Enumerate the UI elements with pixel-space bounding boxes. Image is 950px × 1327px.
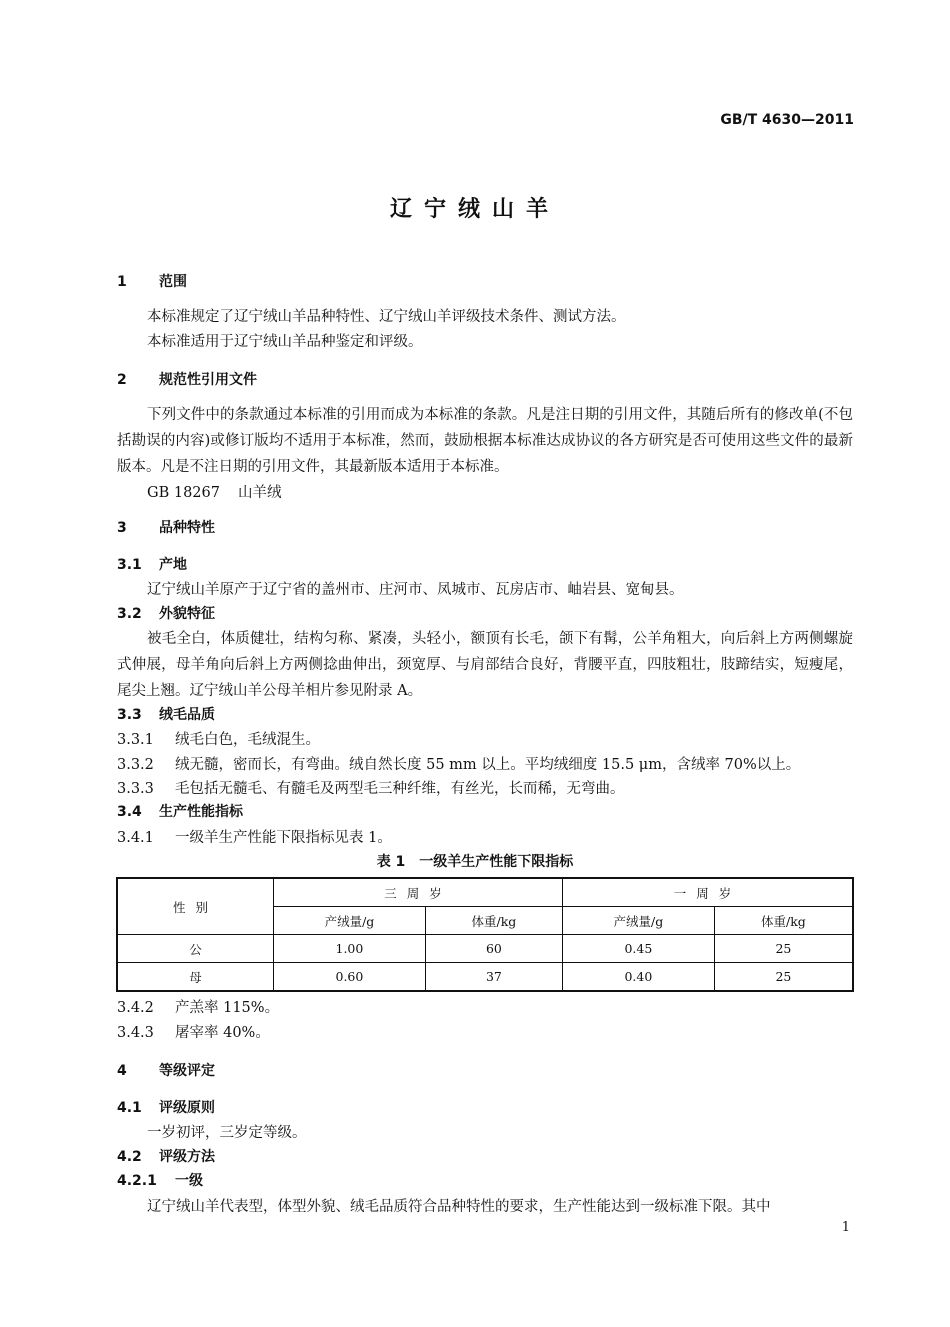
clause-number: 3.3.2 bbox=[117, 757, 154, 773]
clause-3-4-1 bbox=[117, 826, 392, 847]
reference-code: GB 18267 bbox=[147, 485, 220, 501]
clause-title: 一级 bbox=[175, 1173, 203, 1189]
clause-3-4-3 bbox=[117, 1021, 270, 1042]
clause-text: 绒毛白色，毛绒混生。 bbox=[175, 732, 320, 748]
subsection-number: 3.4 bbox=[117, 804, 142, 820]
table-cell: 37 bbox=[425, 963, 562, 992]
subsection-number: 4.2 bbox=[117, 1149, 142, 1165]
table-cell-sex: 公 bbox=[117, 935, 274, 963]
clause-text: 产羔率 115%。 bbox=[175, 1000, 280, 1016]
clause-text: 屠宰率 40%。 bbox=[175, 1025, 270, 1041]
table-subheader: 产绒量/g bbox=[562, 907, 714, 935]
section-3-heading bbox=[117, 517, 215, 537]
section-number: 2 bbox=[117, 372, 127, 388]
page-number: 1 bbox=[841, 1220, 850, 1235]
table-cell-sex: 母 bbox=[117, 963, 274, 992]
subsection-number: 3.3 bbox=[117, 707, 142, 723]
subsection-title: 生产性能指标 bbox=[159, 804, 243, 820]
grading-principle-text: 一岁初评，三岁定等级。 bbox=[147, 1125, 307, 1141]
table-header-one-year: 一周岁 bbox=[562, 878, 853, 907]
subsection-number: 4.1 bbox=[117, 1100, 142, 1116]
subsection-4-1-heading bbox=[117, 1097, 215, 1117]
section-4-heading bbox=[117, 1060, 215, 1080]
section-number: 1 bbox=[117, 274, 127, 290]
reference-title: 山羊绒 bbox=[237, 485, 282, 501]
clause-3-3-3 bbox=[117, 777, 625, 798]
table-cell: 0.45 bbox=[562, 935, 714, 963]
section-title: 等级评定 bbox=[159, 1063, 215, 1079]
table-row bbox=[117, 963, 853, 992]
scope-line-1: 本标准规定了辽宁绒山羊品种特性、辽宁绒山羊评级技术条件、测试方法。 bbox=[147, 309, 626, 325]
section-number: 3 bbox=[117, 520, 127, 536]
subsection-title: 绒毛品质 bbox=[159, 707, 215, 723]
table-cell: 25 bbox=[714, 963, 853, 992]
table-subheader: 体重/kg bbox=[425, 907, 562, 935]
subsection-title: 评级原则 bbox=[159, 1100, 215, 1116]
clause-text: 毛包括无髓毛、有髓毛及两型毛三种纤维，有丝光，长而稀，无弯曲。 bbox=[175, 781, 625, 797]
scope-line-2: 本标准适用于辽宁绒山羊品种鉴定和评级。 bbox=[147, 334, 423, 350]
clause-number: 3.3.3 bbox=[117, 781, 154, 797]
subsection-number: 3.1 bbox=[117, 557, 142, 573]
clause-number: 3.4.1 bbox=[117, 830, 154, 846]
table-cell: 0.40 bbox=[562, 963, 714, 992]
subsection-3-3-heading bbox=[117, 704, 215, 724]
clause-3-3-1 bbox=[117, 728, 320, 749]
table-cell: 1.00 bbox=[274, 935, 426, 963]
clause-number: 3.4.2 bbox=[117, 1000, 154, 1016]
table-header-three-years: 三周岁 bbox=[274, 878, 563, 907]
table-caption: 表 1 一级羊生产性能下限指标 bbox=[376, 854, 574, 870]
subsection-title: 评级方法 bbox=[159, 1149, 215, 1165]
table-cell: 25 bbox=[714, 935, 853, 963]
clause-text: 绒无髓，密而长，有弯曲。绒自然长度 55 mm 以上。平均绒细度 15.5 μm，含绒率 70%以上。 bbox=[175, 757, 801, 773]
production-index-table bbox=[116, 877, 854, 992]
subsection-3-4-heading bbox=[117, 801, 243, 821]
section-2-heading bbox=[117, 369, 257, 389]
table-cell: 60 bbox=[425, 935, 562, 963]
section-title: 规范性引用文件 bbox=[159, 372, 257, 388]
origin-text: 辽宁绒山羊原产于辽宁省的盖州市、庄河市、凤城市、瓦房店市、岫岩县、宽甸县。 bbox=[147, 582, 684, 598]
table-cell: 0.60 bbox=[274, 963, 426, 992]
table-subheader: 体重/kg bbox=[714, 907, 853, 935]
clause-number: 4.2.1 bbox=[117, 1173, 157, 1189]
grade-one-text: 辽宁绒山羊代表型，体型外貌、绒毛品质符合品种特性的要求，生产性能达到一级标准下限。其中 bbox=[147, 1199, 771, 1215]
section-1-heading bbox=[117, 271, 187, 291]
clause-3-4-2 bbox=[117, 996, 279, 1017]
clause-number: 3.4.3 bbox=[117, 1025, 154, 1041]
appearance-paragraph: 被毛全白，体质健壮，结构匀称、紧凑，头轻小，额顶有长毛，颌下有髯，公羊角粗大，向后斜上方两侧螺旋式伸展，母羊角向后斜上方两侧捻曲伸出，颈宽厚、与肩部结合良好，背腰平直，四肢粗壮，肢蹄结实，短瘦尾，尾尖上翘。辽宁绒山羊公母羊相片参见附录 A。 bbox=[117, 631, 853, 699]
clause-3-3-2 bbox=[117, 753, 800, 774]
subsection-title: 产地 bbox=[159, 557, 187, 573]
clause-text: 一级羊生产性能下限指标见表 1。 bbox=[175, 830, 392, 846]
table-subheader: 产绒量/g bbox=[274, 907, 426, 935]
section-title: 品种特性 bbox=[159, 520, 215, 536]
subsection-4-2-heading bbox=[117, 1146, 215, 1166]
reference-item bbox=[147, 481, 281, 502]
subsection-title: 外貌特征 bbox=[159, 606, 215, 622]
subsection-number: 3.2 bbox=[117, 606, 142, 622]
section-title: 范围 bbox=[159, 274, 187, 290]
clause-4-2-1-heading bbox=[117, 1170, 203, 1190]
clause-number: 3.3.1 bbox=[117, 732, 154, 748]
references-paragraph: 下列文件中的条款通过本标准的引用而成为本标准的条款。凡是注日期的引用文件，其随后所有的修改单(不包括勘误的内容)或修订版均不适用于本标准，然而，鼓励根据本标准达成协议的各方研究是否可使用这些文件的最新版本。凡是不注日期的引用文件，其最新版本适用于本标准。 bbox=[117, 407, 853, 475]
page-title: 辽宁绒山羊 bbox=[389, 197, 560, 222]
subsection-3-1-heading bbox=[117, 554, 187, 574]
section-number: 4 bbox=[117, 1063, 127, 1079]
standard-number: GB/T 4630—2011 bbox=[720, 112, 854, 128]
subsection-3-2-heading bbox=[117, 603, 215, 623]
table-row bbox=[117, 935, 853, 963]
table-header-sex: 性别 bbox=[117, 878, 274, 935]
